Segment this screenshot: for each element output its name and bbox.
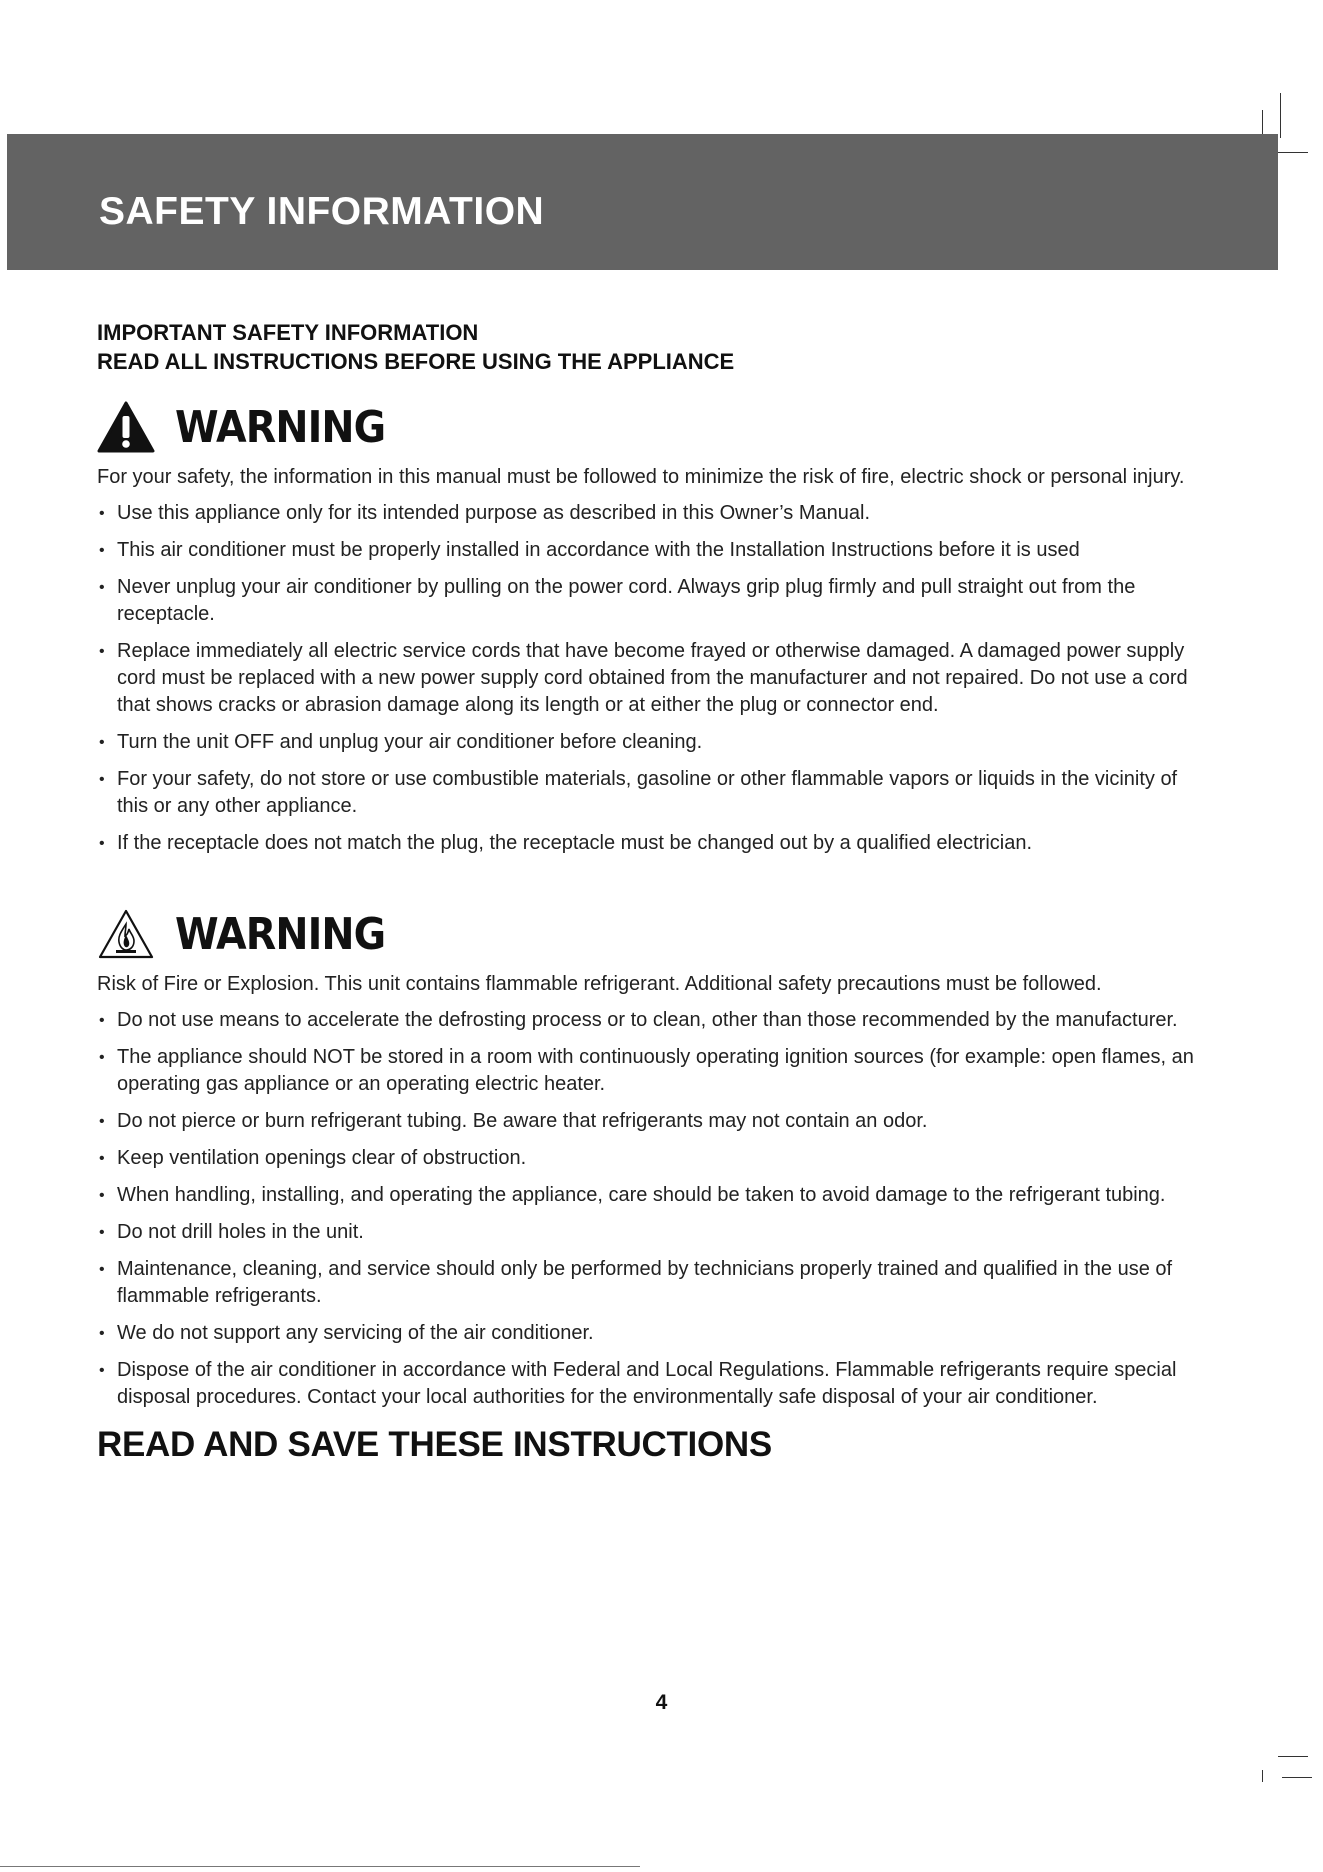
list-item: • Maintenance, cleaning, and service should only be performed by technicians properly trained and qualified in the use of flammable refrigerants. <box>97 1256 1207 1310</box>
list-item: • If the receptacle does not match the plug, the receptacle must be changed out by a qualified electrician. <box>97 830 1207 857</box>
footer-line <box>0 1866 640 1867</box>
content <box>97 318 1207 1465</box>
list-item: • The appliance should NOT be stored in a room with continuously operating ignition sources (for example: open flames, an operating gas appliance or an operating electric heater. <box>97 1044 1207 1098</box>
flammable-triangle-icon <box>97 908 155 960</box>
page-title: SAFETY INFORMATION <box>99 190 545 233</box>
warning-1-list <box>97 500 1207 857</box>
crop-mark <box>1282 1777 1312 1778</box>
list-item: • Do not pierce or burn refrigerant tubing. Be aware that refrigerants may not contain an odor. <box>97 1108 1207 1135</box>
list-item: • For your safety, do not store or use combustible materials, gasoline or other flammable vapors or liquids in the vicinity of this or any other appliance. <box>97 766 1207 820</box>
warning-1-title: WARNING <box>175 401 386 453</box>
list-item: • We do not support any servicing of the air conditioner. <box>97 1320 1207 1347</box>
list-item: • When handling, installing, and operating the appliance, care should be taken to avoid damage to the refrigerant tubing. <box>97 1182 1207 1209</box>
crop-mark <box>1262 1770 1263 1782</box>
page-number: 4 <box>655 1691 668 1714</box>
warning-1-header <box>97 394 1207 460</box>
read-and-save-heading: READ AND SAVE THESE INSTRUCTIONS <box>97 1425 772 1464</box>
subheading-read-all: READ ALL INSTRUCTIONS BEFORE USING THE APPLIANCE <box>97 349 735 374</box>
list-item: • Do not use means to accelerate the defrosting process or to clean, other than those recommended by the manufacturer. <box>97 1007 1207 1034</box>
list-item: • Keep ventilation openings clear of obstruction. <box>97 1145 1207 1172</box>
warning-2-intro: Risk of Fire or Explosion. This unit contains flammable refrigerant. Additional safety precautions must be followed. <box>97 973 1102 995</box>
warning-1-intro: For your safety, the information in this manual must be followed to minimize the risk of fire, electric shock or personal injury. <box>97 466 1185 488</box>
crop-mark <box>1278 152 1308 153</box>
header-band <box>7 134 1278 270</box>
list-item: • Dispose of the air conditioner in accordance with Federal and Local Regulations. Flammable refrigerants require special disposal procedures. Contact your local authorities for the environmentally safe disposal of your air conditioner. <box>97 1357 1207 1411</box>
list-item: • Do not drill holes in the unit. <box>97 1219 1207 1246</box>
crop-mark <box>1280 93 1281 138</box>
list-item: • Turn the unit OFF and unplug your air conditioner before cleaning. <box>97 729 1207 756</box>
exclamation-triangle-icon <box>97 401 155 453</box>
warning-2-list <box>97 1007 1207 1411</box>
list-item: • Replace immediately all electric service cords that have become frayed or otherwise damaged. A damaged power supply cord must be replaced with a new power supply cord obtained from the manufacturer and not repaired. Do not use a cord that shows cracks or abrasion damage along its length or at either the plug or connector end. <box>97 638 1207 719</box>
crop-mark <box>1278 1756 1308 1757</box>
list-item: • Never unplug your air conditioner by pulling on the power cord. Always grip plug firmly and pull straight out from the receptacle. <box>97 574 1207 628</box>
warning-2-title: WARNING <box>175 908 386 960</box>
warning-2-header <box>97 901 1207 967</box>
subheading-important: IMPORTANT SAFETY INFORMATION <box>97 320 479 345</box>
list-item: • This air conditioner must be properly installed in accordance with the Installation Instructions before it is used <box>97 537 1207 564</box>
list-item: • Use this appliance only for its intended purpose as described in this Owner’s Manual. <box>97 500 1207 527</box>
